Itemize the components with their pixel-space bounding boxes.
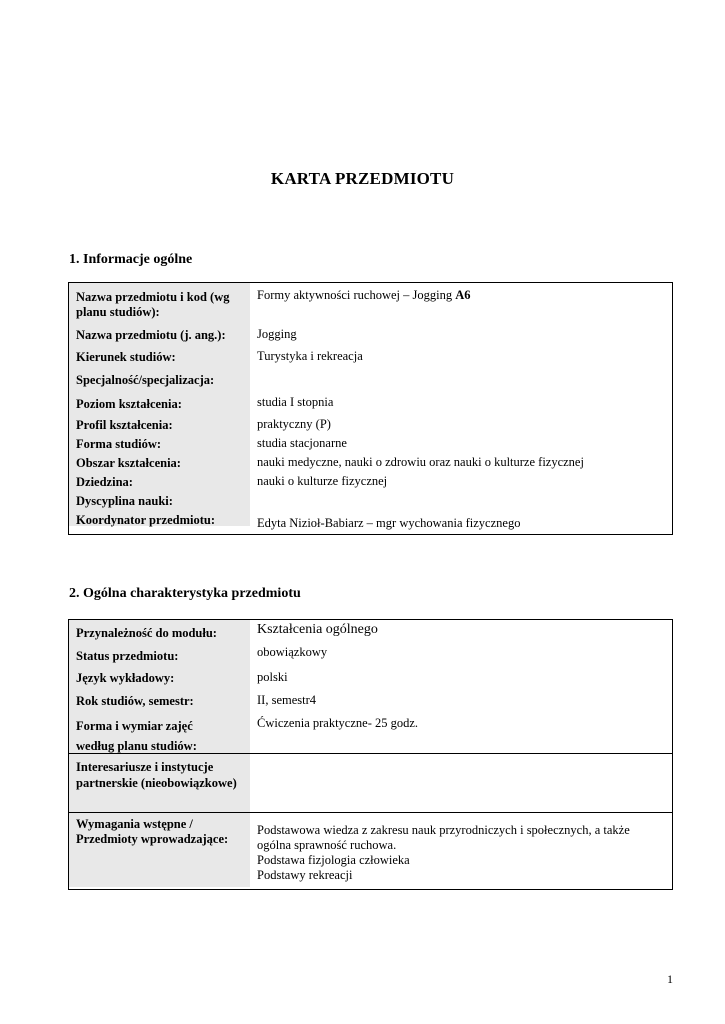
label-education-profile: Profil kształcenia: (76, 418, 173, 432)
value-language: polski (257, 670, 288, 684)
value-domain: nauki o kulturze fizycznej (257, 474, 388, 488)
label-domain: Dziedzina: (76, 475, 133, 489)
label-language: Język wykładowy: (76, 671, 175, 685)
characteristics-block-main (69, 620, 672, 753)
stakeholders-row (69, 753, 672, 812)
label-module: Przynależność do modułu: (76, 626, 217, 640)
general-info-block (69, 283, 672, 530)
value-stakeholders (250, 754, 672, 812)
document-title: KARTA PRZEDMIOTU (270, 169, 455, 188)
label-year-semester: Rok studiów, semestr: (76, 694, 194, 708)
value-year-semester: II, semestr4 (257, 693, 317, 707)
value-field-of-study: Turystyka i rekreacja (257, 349, 363, 363)
section-1-heading: 1. Informacje ogólne (69, 252, 193, 267)
value-education-area: nauki medyczne, nauki o zdrowiu oraz nauki o kulturze fizycznej (257, 455, 584, 469)
label-prerequisites: Wymagania wstępne / Przedmioty wprowadzające: (69, 813, 250, 887)
label-course-name-code: Nazwa przedmiotu i kod (wg planu studiów): (76, 290, 230, 319)
prerequisites-line-1: Podstawowa wiedza z zakresu nauk przyrodniczych i społecznych, a także ogólna sprawność ruchowa. (257, 823, 630, 852)
page-number: 1 (667, 972, 673, 986)
value-study-form: studia stacjonarne (257, 436, 347, 450)
value-education-level: studia I stopnia (257, 395, 334, 409)
label-field-of-study: Kierunek studiów: (76, 350, 176, 364)
label-study-form: Forma studiów: (76, 437, 162, 451)
general-info-labels (69, 283, 250, 526)
prerequisites-line-2: Podstawa fizjologia człowieka (257, 853, 410, 867)
value-prerequisites (250, 813, 672, 887)
value-course-status: obowiązkowy (257, 645, 328, 659)
value-class-form: Ćwiczenia praktyczne- 25 godz. (257, 716, 419, 730)
label-specialization: Specjalność/specjalizacja: (76, 373, 215, 387)
label-education-area: Obszar kształcenia: (76, 456, 181, 470)
value-course-name-en: Jogging (257, 327, 297, 341)
label-stakeholders: Interesariusze i instytucje partnerskie (nieobowiązkowe) (69, 754, 250, 812)
characteristics-table (68, 619, 673, 890)
label-class-form: Forma i wymiar zajęć według planu studiów: (76, 719, 197, 753)
section-2-heading: 2. Ogólna charakterystyka przedmiotu (69, 586, 301, 601)
prerequisites-row (69, 812, 672, 887)
value-course-name-code: Formy aktywności ruchowej – Jogging A6 (257, 288, 471, 302)
general-info-table (68, 282, 673, 535)
prerequisites-line-3: Podstawy rekreacji (257, 868, 353, 882)
label-coordinator: Koordynator przedmiotu: (76, 513, 215, 527)
general-info-values (250, 283, 672, 530)
value-module: Kształcenia ogólnego (257, 622, 378, 637)
label-course-name-en: Nazwa przedmiotu (j. ang.): (76, 328, 226, 342)
characteristics-values (250, 620, 672, 753)
value-coordinator: Edyta Nizioł-Babiarz – mgr wychowania fizycznego (257, 516, 521, 530)
value-education-profile: praktyczny (P) (257, 417, 331, 431)
label-course-status: Status przedmiotu: (76, 649, 179, 663)
characteristics-labels (69, 620, 250, 753)
label-discipline: Dyscyplina nauki: (76, 494, 173, 508)
label-education-level: Poziom kształcenia: (76, 397, 182, 411)
